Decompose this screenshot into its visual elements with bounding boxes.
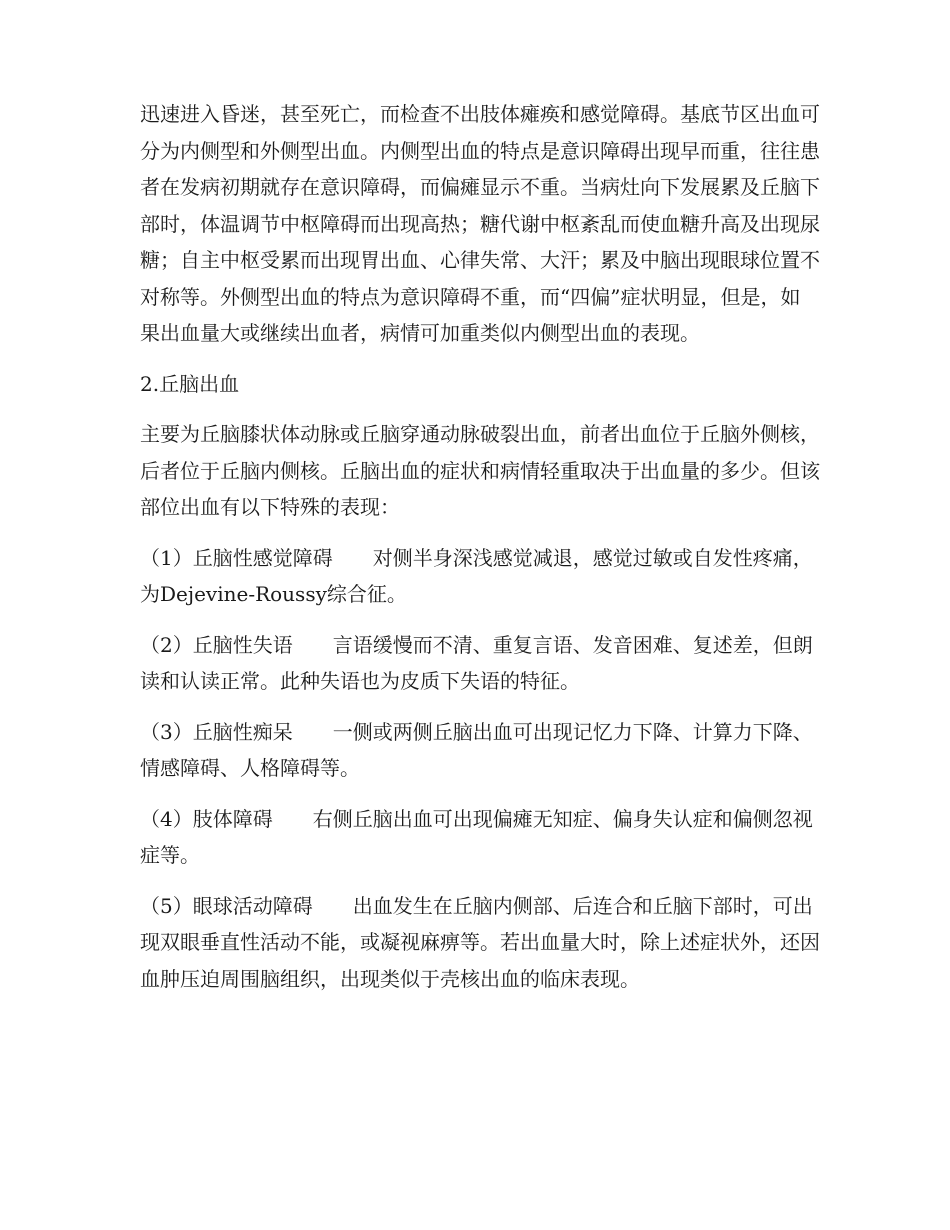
section-heading-thalamic-hemorrhage: 2.丘脑出血 — [140, 371, 240, 396]
list-item-aphasia: （2）丘脑性失语 言语缓慢而不清、重复言语、发音困难、复述差，但朗读和认读正常。此种失语也为皮质下失语的特征。 — [140, 632, 813, 693]
paragraph-thalamic-intro: 主要为丘脑膝状体动脉或丘脑穿通动脉破裂出血，前者出血位于丘脑外侧核，后者位于丘脑内侧核。丘脑出血的症状和病情轻重取决于出血量的多少。但该部位出血有以下特殊的表现： — [140, 422, 820, 519]
list-item-dementia: （3）丘脑性痴呆 一侧或两侧丘脑出血可出现记忆力下降、计算力下降、情感障碍、人格障碍等。 — [140, 719, 813, 780]
document-body — [140, 96, 820, 1011]
paragraph-basal-ganglia-hemorrhage: 迅速进入昏迷，甚至死亡，而检查不出肢体瘫痪和感觉障碍。基底节区出血可分为内侧型和外侧型出血。内侧型出血的特点是意识障碍出现早而重，往往患者在发病初期就存在意识障碍，而偏瘫显示不重。当病灶向下发展累及丘脑下部时，体温调节中枢障碍而出现高热；糖代谢中枢紊乱而使血糖升高及出现尿糖；自主中枢受累而出现胃出血、心律失常、大汗；累及中脑出现眼球位置不对称等。外侧型出血的特点为意识障碍不重，而“四偏”症状明显，但是，如果出血量大或继续出血者，病情可加重类似内侧型出血的表现。 — [140, 102, 820, 345]
list-item-eye-movement-disorder: （5）眼球活动障碍 出血发生在丘脑内侧部、后连合和丘脑下部时，可出现双眼垂直性活动不能，或凝视麻痹等。若出血量大时，除上述症状外，还因血肿压迫周围脑组织，出现类似于壳核出血的临床表现。 — [140, 893, 820, 991]
list-item-limb-disorder: （4）肢体障碍 右侧丘脑出血可出现偏瘫无知症、偏身失认症和偏侧忽视症等。 — [140, 806, 813, 867]
list-item-sensory-disorder: （1）丘脑性感觉障碍 对侧半身深浅感觉减退，感觉过敏或自发性疼痛，为Dejevine-Roussy综合征。 — [140, 545, 813, 606]
